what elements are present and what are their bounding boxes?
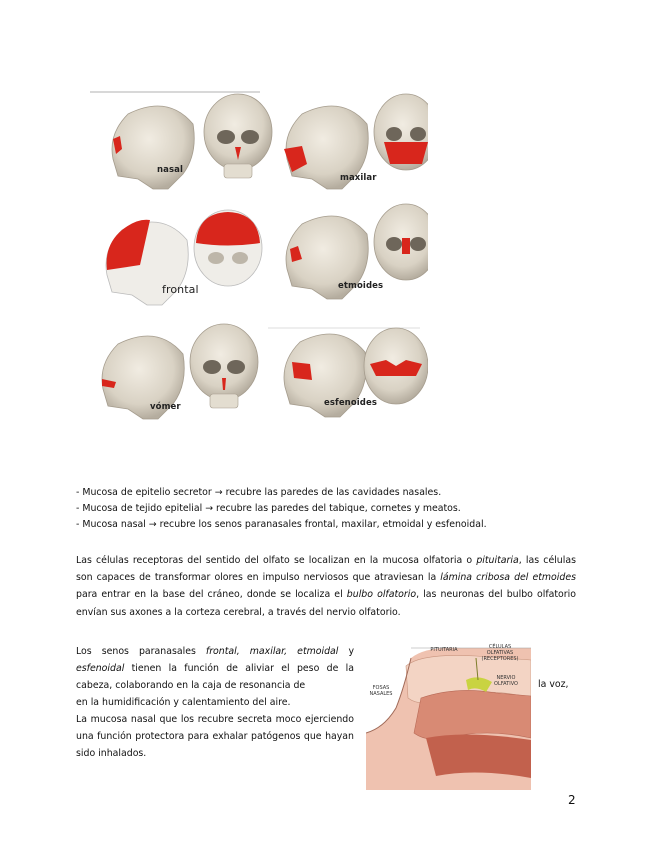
paragraph-senos: Los senos paranasales frontal, maxilar, etmoidal y esfenoidal tienen la función de aliviar el peso de la cabeza, colaborando en la caja de resonancia de <box>76 646 354 692</box>
bullet-item: - Mucosa nasal → recubre los senos paranasales frontal, maxilar, etmoidal y esfenoidal. <box>76 519 487 530</box>
skull-maxilar-front <box>374 94 428 170</box>
paragraph-olfato: Las células receptoras del sentido del olfato se localizan en la mucosa olfatoria o pituitaria, las células son capaces de transformar olores en impulso nerviosos que atraviesan la lámina cribosa del etmoides para entrar en la base del cráneo, donde se localiza el bulbo olfatorio, las neuronas del bulbo olfatorio envían sus axones a la corteza cerebral, a través del nervio olfatorio. <box>76 555 576 618</box>
label-celulas: CÉLULAS OLFATIVAS (RECEPTORES) <box>481 644 519 662</box>
paragraph-mucosa: La mucosa nasal que los recubre secreta moco ejerciendo una función protectora para exhalar patógenos que hayan sido inhalados. <box>76 714 354 760</box>
paragraph-senos-tail: la voz, <box>538 679 569 690</box>
paragraph-senos-cont: en la humidificación y calentamiento del aire. <box>76 697 291 708</box>
label-frontal: frontal <box>162 283 199 296</box>
label-nasal: nasal <box>157 165 183 175</box>
label-esfenoides: esfenoides <box>324 398 378 408</box>
bullet-item: - Mucosa de epitelio secretor → recubre las paredes de las cavidades nasales. <box>76 487 442 498</box>
skull-frontal-front <box>194 210 262 286</box>
page-number: 2 <box>568 793 576 807</box>
label-etmoides: etmoides <box>338 281 384 291</box>
skull-figure-svg <box>88 86 428 426</box>
label-vomer: vómer <box>150 402 181 412</box>
skull-esfenoides-front <box>364 328 428 404</box>
skull-nasal-front <box>204 94 272 178</box>
skull-nasal-side <box>112 106 194 189</box>
skull-figure <box>88 86 428 426</box>
bullet-item: - Mucosa de tejido epitelial → recubre las paredes del tabique, cornetes y meatos. <box>76 503 461 514</box>
label-maxilar: maxilar <box>340 173 377 183</box>
label-pituitaria: PITUITARIA <box>430 647 458 653</box>
skull-etmoides-front <box>374 204 428 280</box>
skull-vomer-front <box>190 324 258 408</box>
label-nervio: NERVIO OLFATIVO <box>494 675 518 687</box>
label-fosas: FOSAS NASALES <box>369 685 393 697</box>
nasal-diagram <box>366 638 531 790</box>
bullet-list <box>76 485 576 533</box>
